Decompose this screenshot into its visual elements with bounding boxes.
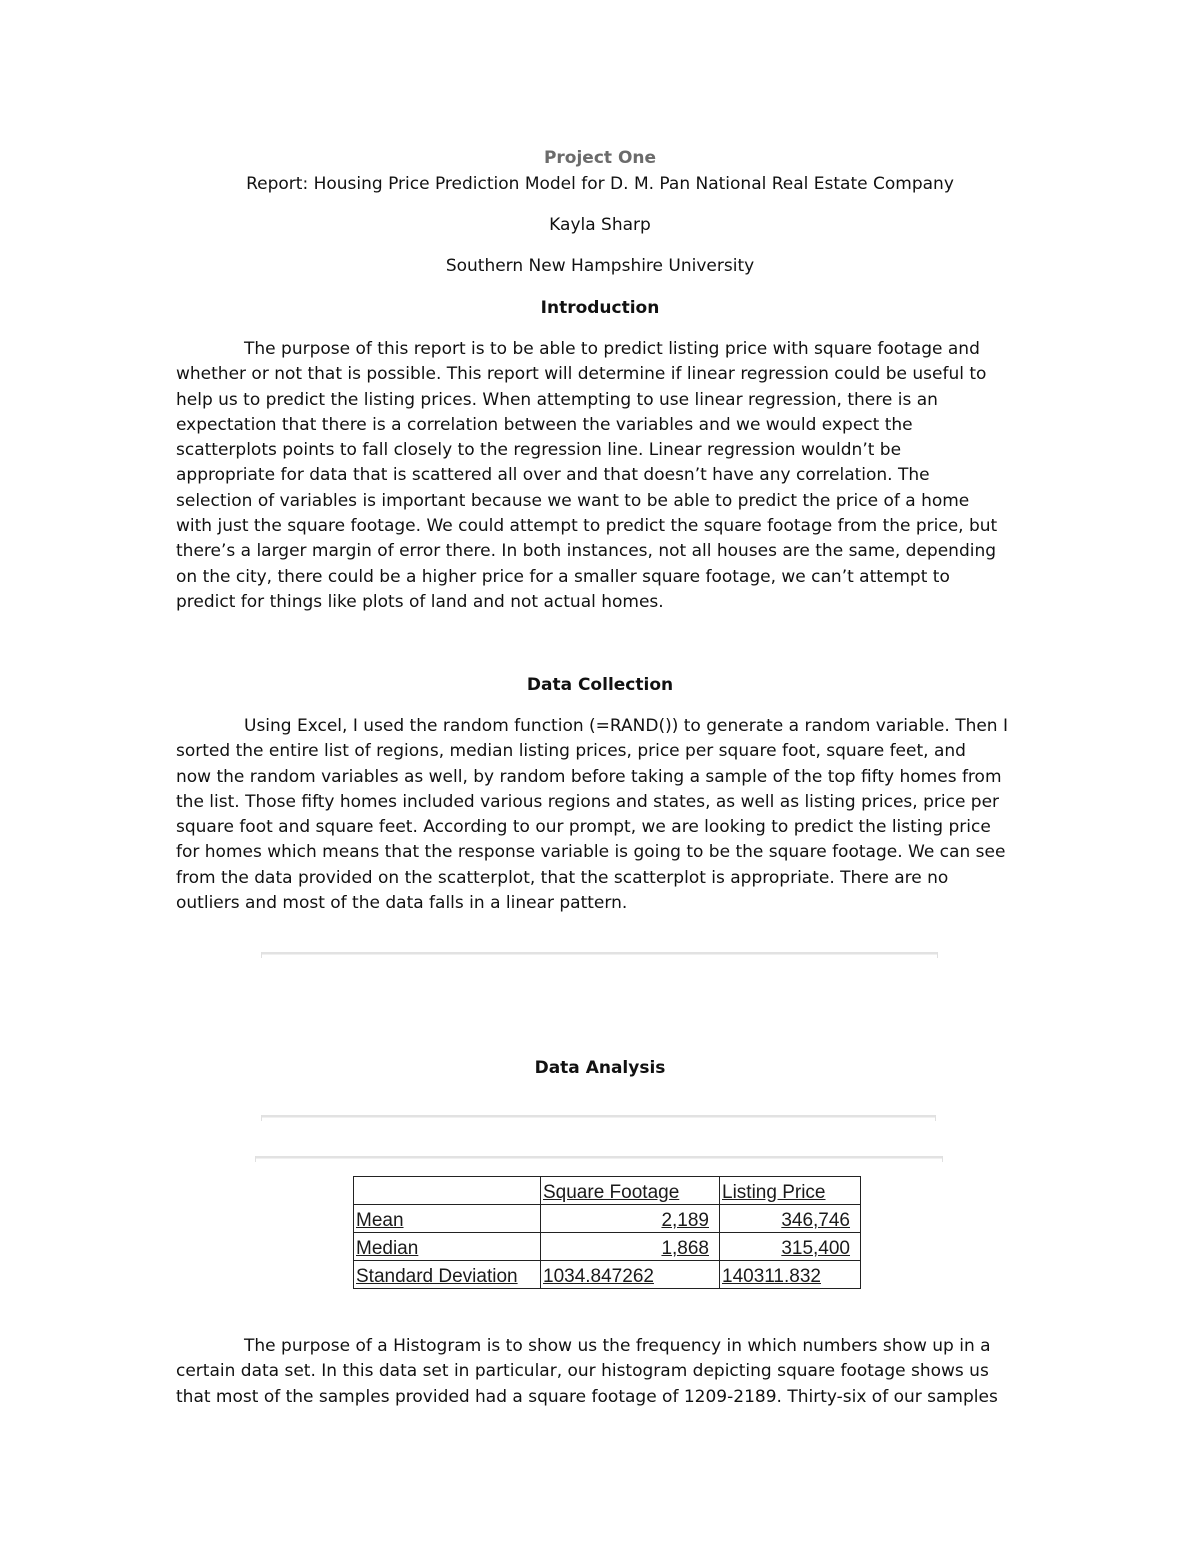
square-footage-value: 1,868 xyxy=(541,1233,720,1261)
listing-price-value: 140311.832 xyxy=(720,1261,861,1289)
paragraph-line: help us to predict the listing prices. When attempting to use linear regression, there is an xyxy=(176,389,938,410)
histogram-paragraph xyxy=(176,1334,1036,1410)
paragraph-line: on the city, there could be a higher price for a smaller square footage, we can’t attempt to xyxy=(176,566,950,587)
image-placeholder-rule xyxy=(261,1115,936,1118)
row-label: Median xyxy=(354,1233,541,1261)
introduction-paragraph xyxy=(176,337,1036,615)
paragraph-line: appropriate for data that is scattered all over and that doesn’t have any correlation. The xyxy=(176,465,930,486)
paragraph-line: The purpose of a Histogram is to show us the frequency in which numbers show up in a xyxy=(244,1336,991,1356)
paragraph-line: selection of variables is important because we want to be able to predict the price of a home xyxy=(176,490,970,511)
paragraph-line: Using Excel, I used the random function (=RAND()) to generate a random variable. Then I xyxy=(244,716,1009,736)
paragraph-line: from the data provided on the scatterplot, that the scatterplot is appropriate. There are no xyxy=(176,867,949,888)
rule-cap xyxy=(935,1115,936,1121)
table-header-cell xyxy=(354,1177,541,1205)
data-analysis-heading: Data Analysis xyxy=(534,1058,666,1078)
paragraph-line: with just the square footage. We could attempt to predict the square footage from the price, but xyxy=(176,516,998,537)
paragraph-line: outliers and most of the data falls in a linear pattern. xyxy=(176,893,628,914)
table-header-row xyxy=(354,1177,861,1205)
rule-cap xyxy=(942,1156,943,1162)
table-header-cell: Square Footage xyxy=(541,1177,720,1205)
paragraph-line: now the random variables as well, by random before taking a sample of the top fifty homes from xyxy=(176,766,1002,787)
document-title: Project One xyxy=(543,148,657,168)
paragraph-line: the list. Those fifty homes included various regions and states, as well as listing prices, price per xyxy=(176,791,1000,812)
paragraph-line: that most of the samples provided had a square footage of 1209-2189. Thirty-six of our samples xyxy=(176,1386,998,1407)
rule-cap xyxy=(937,952,938,958)
row-label: Mean xyxy=(354,1205,541,1233)
author-name: Kayla Sharp xyxy=(549,215,651,235)
paragraph-line: square foot and square feet. According to our prompt, we are looking to predict the listing price xyxy=(176,817,991,838)
rule-cap xyxy=(261,952,262,958)
paragraph-line: whether or not that is possible. This report will determine if linear regression could be useful to xyxy=(176,364,987,385)
data-collection-paragraph xyxy=(176,714,1036,916)
rule-cap xyxy=(255,1156,256,1162)
report-title: Report: Housing Price Prediction Model for D. M. Pan National Real Estate Company xyxy=(246,174,954,194)
paragraph-line: scatterplots points to fall closely to the regression line. Linear regression wouldn’t be xyxy=(176,440,902,461)
table-header-cell: Listing Price xyxy=(720,1177,861,1205)
introduction-heading: Introduction xyxy=(540,298,660,318)
image-placeholder-rule xyxy=(255,1156,943,1159)
table-row xyxy=(354,1261,861,1289)
listing-price-value: 346,746 xyxy=(720,1205,861,1233)
data-collection-heading: Data Collection xyxy=(526,675,674,695)
listing-price-value: 315,400 xyxy=(720,1233,861,1261)
row-label: Standard Deviation xyxy=(354,1261,541,1289)
square-footage-value: 1034.847262 xyxy=(541,1261,720,1289)
paragraph-line: certain data set. In this data set in particular, our histogram depicting square footage shows us xyxy=(176,1361,989,1382)
paragraph-line: for homes which means that the response variable is going to be the square footage. We can see xyxy=(176,842,1006,863)
paragraph-line: The purpose of this report is to be able to predict listing price with square footage and xyxy=(244,339,980,359)
image-placeholder-rule xyxy=(261,952,938,955)
square-footage-value: 2,189 xyxy=(541,1205,720,1233)
institution-name: Southern New Hampshire University xyxy=(445,256,755,276)
paragraph-line: predict for things like plots of land and not actual homes. xyxy=(176,591,664,612)
table-row xyxy=(354,1205,861,1233)
paragraph-line: expectation that there is a correlation between the variables and we would expect the xyxy=(176,414,913,435)
paragraph-line: sorted the entire list of regions, median listing prices, price per square foot, square feet, and xyxy=(176,741,966,762)
rule-cap xyxy=(261,1115,262,1121)
table-row xyxy=(354,1233,861,1261)
paragraph-line: there’s a larger margin of error there. In both instances, not all houses are the same, depending xyxy=(176,541,997,562)
summary-statistics-table xyxy=(353,1176,861,1289)
